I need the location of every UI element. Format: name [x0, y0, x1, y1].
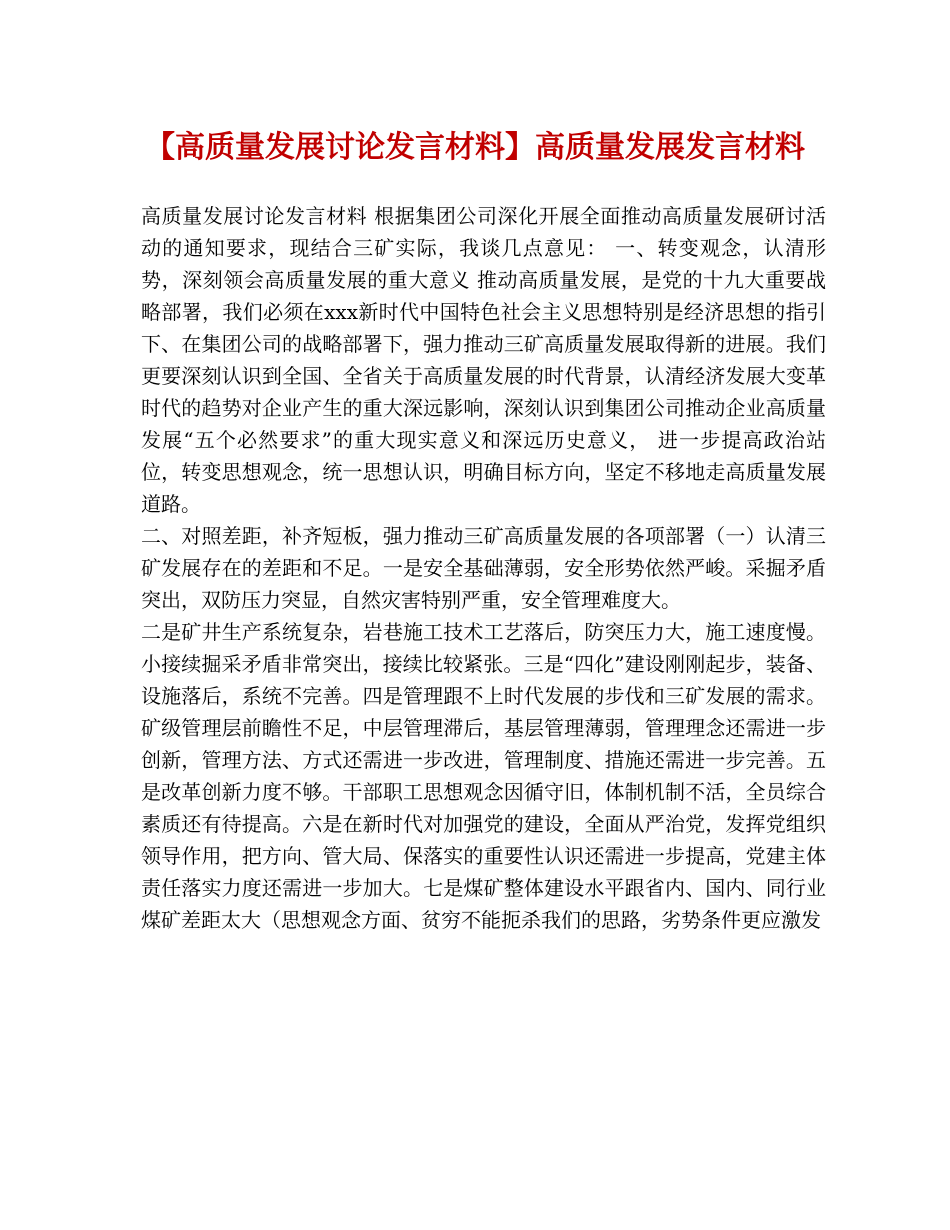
document-title: 【高质量发展讨论发言材料】高质量发展发言材料	[145, 130, 805, 165]
paragraph: 二、对照差距，补齐短板，强力推动三矿高质量发展的各项部署（一）认清三矿发展存在的差距和不足。一是安全基础薄弱，安全形势依然严峻。采掘矛盾突出，双防压力突显，自然灾害特别严重，安全管理难度大。	[141, 524, 826, 612]
paragraph: 高质量发展讨论发言材料 根据集团公司深化开展全面推动高质量发展研讨活动的通知要求，现结合三矿实际，我谈几点意见： 一、转变观念，认清形势，深刻领会高质量发展的重大意义 推动高质量发展，是党的十九大重要战略部署，我们必须在xxx新时代中国特色社会主义思想特别是经济思想的指引下、在集团公司的战略部署下，强力推动三矿高质量发展取得新的进展。我们更要深刻认识到全国、全省关于高质量发展的时代背景，认清经济发展大变革时代的趋势对企业产生的重大深远影响，深刻认识到集团公司推动企业高质量发展“五个必然要求”的重大现实意义和深远历史意义， 进一步提高政治站位，转变思想观念，统一思想认识，明确目标方向，坚定不移地走高质量发展道路。	[141, 204, 826, 516]
paragraph: 二是矿井生产系统复杂，岩巷施工技术工艺落后，防突压力大，施工速度慢。小接续掘采矛盾非常突出，接续比较紧张。三是“四化”建设刚刚起步，装备、设施落后，系统不完善。四是管理跟不上时代发展的步伐和三矿发展的需求。矿级管理层前瞻性不足，中层管理滞后，基层管理薄弱，管理理念还需进一步创新，管理方法、方式还需进一步改进，管理制度、措施还需进一步完善。五是改革创新力度不够。干部职工思想观念因循守旧，体制机制不活，全员综合素质还有待提高。六是在新时代对加强党的建设，全面从严治党，发挥党组织领导作用，把方向、管大局、保落实的重要性认识还需进一步提高，党建主体责任落实力度还需进一步加大。七是煤矿整体建设水平跟省内、国内、同行业煤矿差距太大（思想观念方面、贫穷不能扼杀我们的思路，劣势条件更应激发	[141, 620, 826, 932]
document-body	[141, 200, 826, 936]
